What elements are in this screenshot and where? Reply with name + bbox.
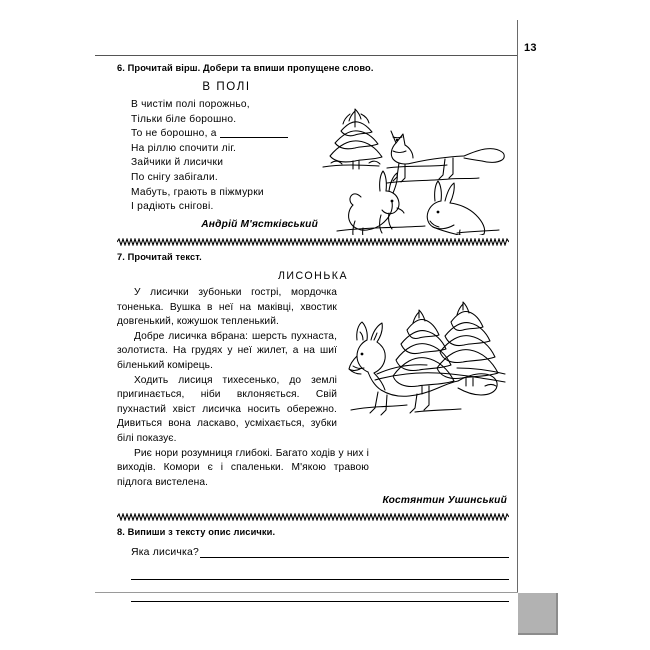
missing-word-blank[interactable] [220, 137, 288, 138]
exercise-6-body [117, 81, 509, 231]
exercise-8-heading: 8. Випиши з тексту опис лисички. [117, 527, 276, 538]
fox-fir-tree-rabbits-illustration [317, 101, 513, 235]
exercise-7-heading: 7. Прочитай текст. [117, 252, 202, 262]
page-right-vertical-rule [517, 20, 518, 593]
poem-line: Мабуть, грають в піжмурки [131, 186, 264, 198]
poem-line: І радіють снігові. [131, 201, 214, 213]
answer-write-line[interactable] [200, 547, 509, 558]
answer-row-first [131, 547, 509, 558]
story-paragraph: Ходить лисиця тихесенько, до землі пригинається, ніби вклоняється. Свій пухнастий хвіст лисичка носить обережно. Дивиться вона ласкаво, усміхається, зубки білі показує. [117, 374, 337, 444]
page-number: 13 [524, 42, 537, 54]
story-paragraph: Риє нори розумниця глибокі. Багато ходів у них і виходів. Комори є і спаленьки. М'якою травою підлога вистелена. [117, 447, 369, 488]
story-title: ЛИСОНЬКА [277, 270, 349, 282]
section-divider [117, 513, 509, 521]
poem-line: Зайчики й лисички [131, 157, 224, 169]
poem-line: В чистім полі порожньо, [131, 99, 250, 110]
poem-line-text: То не борошно, а [131, 128, 217, 140]
poem-line-with-blank [131, 127, 322, 142]
corner-gray-block [518, 593, 558, 635]
poem-line: По снігу забігали. [131, 171, 218, 183]
poem-title: В ПОЛІ [202, 81, 251, 93]
story-paragraph: Добре лисичка вбрана: шерсть пухнаста, золотиста. На грудях у неї жилет, а на шиї біленький комірець. [117, 330, 337, 371]
poem-line: Тільки біле борошно. [131, 113, 237, 125]
poem-block [117, 81, 322, 230]
answer-write-line[interactable] [131, 580, 509, 602]
answer-question-label: Яка лисичка? [131, 547, 199, 559]
poem-line: На ріллю спочити ліг. [131, 142, 237, 154]
page-content [117, 63, 509, 602]
exercise-6-heading: 6. Прочитай вірш. Добери та впиши пропущене слово. [117, 63, 374, 73]
story-body [117, 286, 509, 490]
fox-fir-trees-illustration [345, 288, 511, 418]
story-paragraph: У лисички зубоньки гострі, мордочка тоненька. Вушка в неї на маківці, хвостик довгенький, кожушок тепленький. [117, 287, 337, 328]
section-divider [117, 238, 509, 246]
page-top-rule [95, 55, 518, 56]
answer-write-line[interactable] [131, 558, 509, 580]
story-author: Костянтин Ушинський [382, 495, 507, 507]
poem-author: Андрій М'ястківський [201, 218, 318, 230]
